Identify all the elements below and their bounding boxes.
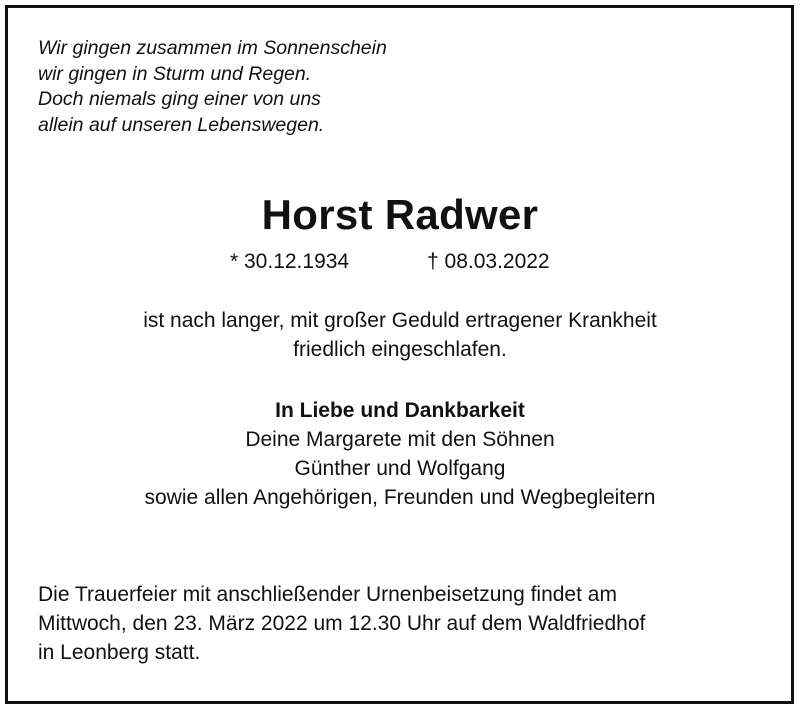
birth-date: * 30.12.1934 (230, 250, 350, 273)
poem-line: Doch niemals ging einer von uns (38, 88, 321, 110)
poem-line: wir gingen in Sturm und Regen. (38, 62, 312, 85)
death-date: † 08.03.2022 (427, 250, 550, 273)
mourners-line: sowie allen Angehörigen, Freunden und Wegbegleitern (144, 486, 656, 509)
funeral-info (38, 580, 645, 667)
funeral-line: in Leonberg statt. (38, 641, 201, 664)
mourners-heading: In Liebe und Dankbarkeit (275, 399, 525, 422)
mourners-block (0, 396, 800, 512)
poem-line: Wir gingen zusammen im Sonnenschein (38, 37, 387, 59)
mourners-line: Deine Margarete mit den Söhnen (245, 428, 555, 451)
funeral-line: Mittwoch, den 23. März 2022 um 12.30 Uhr auf dem Waldfriedhof (38, 612, 646, 635)
passing-message (0, 306, 800, 364)
poem-line: allein auf unseren Lebenswegen. (38, 113, 325, 136)
funeral-line: Die Trauerfeier mit anschließender Urnenbeisetzung findet am (38, 583, 617, 606)
message-line: friedlich eingeschlafen. (293, 338, 507, 361)
poem (38, 36, 387, 138)
deceased-name: Horst Radwer (261, 191, 539, 238)
message-line: ist nach langer, mit großer Geduld ertragener Krankheit (143, 309, 657, 332)
mourners-line: Günther und Wolfgang (294, 457, 506, 480)
